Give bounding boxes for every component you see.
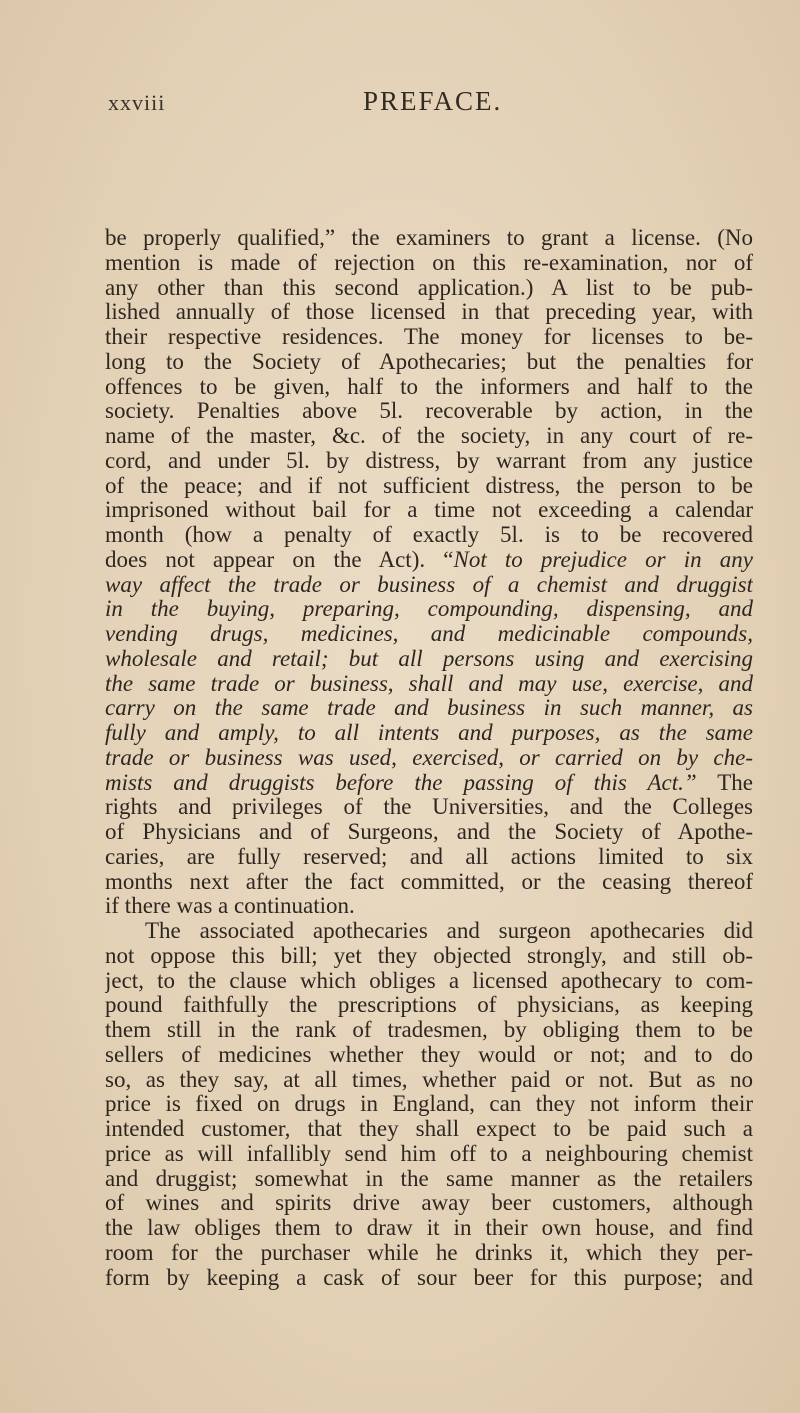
text-line xyxy=(105,251,753,276)
text-line xyxy=(105,795,753,820)
line-text: month (how a penalty of exactly 5l. is to be recovered xyxy=(105,523,753,547)
italic-quote-text: trade or business was used, exercised, or carried on by che- xyxy=(105,745,753,770)
text-line xyxy=(105,771,753,796)
line-text: not oppose this bill; yet they objected strongly, and still ob- xyxy=(105,943,753,968)
text-line xyxy=(105,1018,753,1043)
line-text: lished annually of those licensed in that preceding year, with xyxy=(105,300,753,325)
line-text: pound faithfully the prescriptions of physicians, as keeping xyxy=(105,993,753,1018)
line-text: The associated apothecaries and surgeon apothecaries did xyxy=(145,919,753,943)
italic-quote-text: in the buying, preparing, compounding, dispensing, and xyxy=(105,597,753,622)
line-text: price is fixed on drugs in England, can they not inform their xyxy=(105,1092,753,1117)
line-text: mention is made of rejection on this re-examination, nor of xyxy=(105,250,753,275)
line-text: intended customer, that they shall expect to be paid such a xyxy=(105,1117,753,1141)
line-text: of wines and spirits drive away beer customers, although xyxy=(105,1191,753,1216)
italic-quote-text: mists and druggists before the passing of this Act.” xyxy=(105,770,697,795)
text-line xyxy=(105,548,753,573)
text-line xyxy=(105,474,753,499)
text-line xyxy=(105,350,753,375)
line-text: offences to be given, half to the informers and half to the xyxy=(105,374,753,399)
line-text: them still in the rank of tradesmen, by obliging them to be xyxy=(105,1018,753,1042)
text-line xyxy=(105,1043,753,1068)
line-text: ject, to the clause which obliges a licensed apothecary to com- xyxy=(105,968,753,993)
line-text: of Physicians and of Surgeons, and the Society of Apothe- xyxy=(105,820,753,844)
line-text: caries, are fully reserved; and all actions limited to six xyxy=(105,844,753,869)
italic-quote-text: way affect the trade or business of a chemist and druggist xyxy=(105,572,753,597)
line-text: rights and privileges of the Universities, and the Colleges xyxy=(105,795,753,820)
text-line xyxy=(105,969,753,994)
line-text: The xyxy=(696,770,753,795)
text-line xyxy=(105,672,753,697)
italic-quote-text: carry on the same trade and business in such manner, as xyxy=(105,696,753,721)
line-text: months next after the fact committed, or the ceasing thereof xyxy=(105,869,753,894)
line-text: if there was a continuation. xyxy=(105,894,355,919)
text-line xyxy=(105,597,753,622)
text-line xyxy=(105,276,753,301)
line-text: so, as they say, at all times, whether paid or not. But as no xyxy=(105,1067,753,1092)
text-line xyxy=(105,1167,753,1192)
line-text: society. Penalties above 5l. recoverable by action, in the xyxy=(105,399,753,424)
text-line xyxy=(105,523,753,548)
text-line xyxy=(105,1216,753,1241)
running-title: PREFACE. xyxy=(363,86,503,116)
text-line xyxy=(105,1142,753,1167)
line-text: imprisoned without bail for a time not exceeding a calendar xyxy=(105,498,753,523)
italic-quote-text: fully and amply, to all intents and purposes, as the same xyxy=(105,721,753,745)
text-line xyxy=(105,1241,753,1266)
line-text: their respective residences. The money for licenses to be- xyxy=(105,325,753,349)
text-line xyxy=(105,894,753,919)
line-text: sellers of medicines whether they would or not; and to do xyxy=(105,1042,753,1067)
italic-quote-text: the same trade or business, shall and may use, exercise, and xyxy=(105,671,753,696)
text-line xyxy=(105,870,753,895)
text-line xyxy=(105,647,753,672)
text-line xyxy=(105,573,753,598)
text-line xyxy=(105,449,753,474)
body-text xyxy=(105,226,753,1290)
text-line xyxy=(105,1266,753,1291)
text-line xyxy=(105,399,753,424)
italic-quote-text: Not to prejudice or in any xyxy=(453,547,753,572)
text-line xyxy=(105,944,753,969)
text-line xyxy=(105,746,753,771)
text-line xyxy=(105,845,753,870)
line-text: long to the Society of Apothecaries; but the penalties for xyxy=(105,349,753,374)
line-text: name of the master, &c. of the society, in any court of re- xyxy=(105,424,753,448)
line-text: room for the purchaser while he drinks it, which they per- xyxy=(105,1240,753,1265)
text-line xyxy=(105,325,753,350)
line-text: cord, and under 5l. by distress, by warrant from any justice xyxy=(105,448,753,473)
text-line xyxy=(105,1092,753,1117)
line-text: and druggist; somewhat in the same manner as the retailers xyxy=(105,1166,753,1191)
text-line xyxy=(105,424,753,449)
text-line xyxy=(105,721,753,746)
line-text: be properly qualified,” the examiners to grant a license. (No xyxy=(105,226,753,250)
text-line xyxy=(105,622,753,647)
line-text: price as will infallibly send him off to a neighbouring chemist xyxy=(105,1141,753,1166)
text-line xyxy=(105,993,753,1018)
line-text: any other than this second application.) A list to be pub- xyxy=(105,275,753,300)
text-line xyxy=(105,300,753,325)
line-text: form by keeping a cask of sour beer for this purpose; and xyxy=(105,1265,753,1290)
line-text: does not appear on the Act). “ xyxy=(105,547,454,572)
text-line xyxy=(105,1191,753,1216)
text-line xyxy=(105,1068,753,1093)
text-line xyxy=(105,1117,753,1142)
italic-quote-text: vending drugs, medicines, and medicinable compounds, xyxy=(105,622,753,646)
text-line xyxy=(105,375,753,400)
text-line xyxy=(105,820,753,845)
page-number: xxviii xyxy=(108,90,166,115)
text-line xyxy=(105,498,753,523)
text-line xyxy=(105,919,753,944)
text-line xyxy=(105,226,753,251)
italic-quote-text: wholesale and retail; but all persons using and exercising xyxy=(105,646,753,671)
line-text: of the peace; and if not sufficient distress, the person to be xyxy=(105,473,753,498)
line-text: the law obliges them to draw it in their own house, and find xyxy=(105,1216,753,1240)
text-line xyxy=(105,696,753,721)
